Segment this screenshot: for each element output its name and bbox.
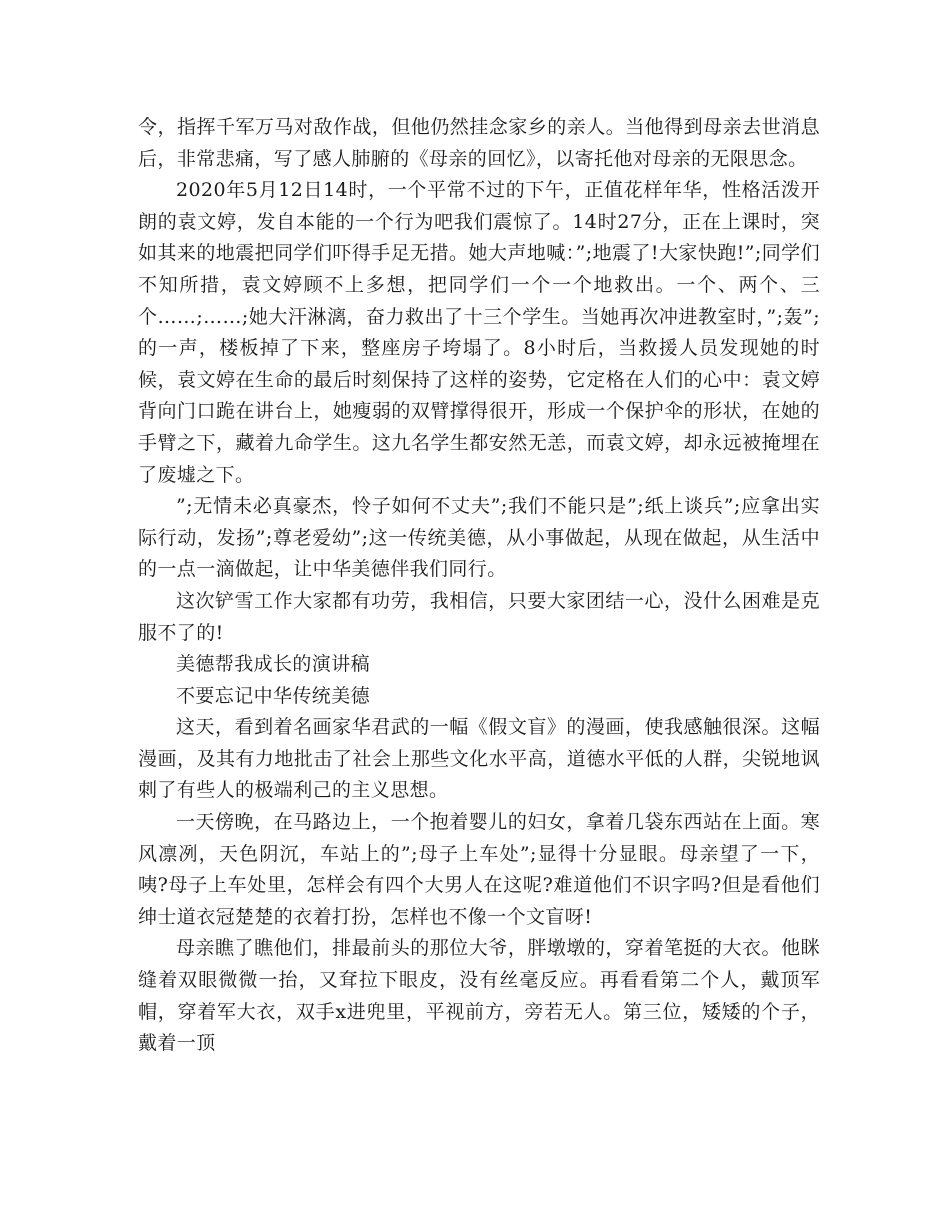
document-body — [138, 112, 820, 1060]
paragraph-virtue-action: ”;无情未必真豪杰，怜子如何不丈夫”;我们不能只是”;纸上谈兵”;应拿出实际行动，发扬”;尊老爱幼”;这一传统美德，从小事做起，从现在做起，从生活中的一点一滴做起，让中华美德伴我们同行。 — [138, 495, 820, 581]
paragraph-yuan-wenting: 2020年5月12日14时，一个平常不过的下午，正值花样年华，性格活泼开朗的袁文婷，发自本能的一个行为吧我们震惊了。14时27分，正在上课时，突如其来的地震把同学们吓得手足无措。她大声地喊：”;地震了!大家快跑!”;同学们不知所措，袁文婷顾不上多想，把同学们一个一个地救出。一个、两个、三个……;……;她大汗淋漓，奋力救出了十三个学生。当她再次冲进教室时，”;轰”;的一声，楼板掉了下来，整座房子垮塌了。8小时后，当救援人员发现她的时候，袁文婷在生命的最后时刻保持了这样的姿势，它定格在人们的心中：袁文婷背向门口跪在讲台上，她瘦弱的双臂撑得很开，形成一个保护伞的形状，在她的手臂之下，藏着九命学生。这九名学生都安然无恙，而袁文婷，却永远被掩埋在了废墟之下。 — [138, 179, 820, 486]
paragraph-continuation: 令，指挥千军万马对敌作战，但他仍然挂念家乡的亲人。当他得到母亲去世消息后，非常悲痛，写了感人肺腑的《母亲的回忆》，以寄托他对母亲的无限思念。 — [138, 116, 820, 170]
paragraph-cartoon: 这天，看到着名画家华君武的一幅《假文盲》的漫画，使我感触很深。这幅漫画，及其有力地批击了社会上那些文化水平高，道德水平低的人群，尖锐地讽刺了有些人的极端利己的主义思想。 — [138, 716, 820, 802]
paragraph-four-men: 母亲瞧了瞧他们，排最前头的那位大爷，胖墩墩的，穿着笔挺的大衣。他眯缝着双眼微微一抬，又耷拉下眼皮，没有丝毫反应。再看看第二个人，戴顶军帽，穿着军大衣，双手x进兜里，平视前方，旁若无人。第三位，矮矮的个子，戴着一顶 — [138, 937, 820, 1055]
paragraph-snow-shoveling: 这次铲雪工作大家都有功劳，我相信，只要大家团结一心，没什么困难是克服不了的! — [138, 589, 820, 644]
section-title-speech: 美德帮我成长的演讲稿 — [176, 653, 371, 676]
section-title-tradition: 不要忘记中华传统美德 — [176, 684, 371, 707]
paragraph-bus-stop: 一天傍晚，在马路边上，一个抱着婴儿的妇女，拿着几袋东西站在上面。寒风凛冽，天色阴沉，车站上的”;母子上车处”;显得十分显眼。母亲望了一下，咦?母子上车处里，怎样会有四个大男人在这呢?难道他们不识字吗?但是看他们绅士道衣冠楚楚的衣着打扮，怎样也不像一个文盲呀! — [138, 811, 820, 928]
